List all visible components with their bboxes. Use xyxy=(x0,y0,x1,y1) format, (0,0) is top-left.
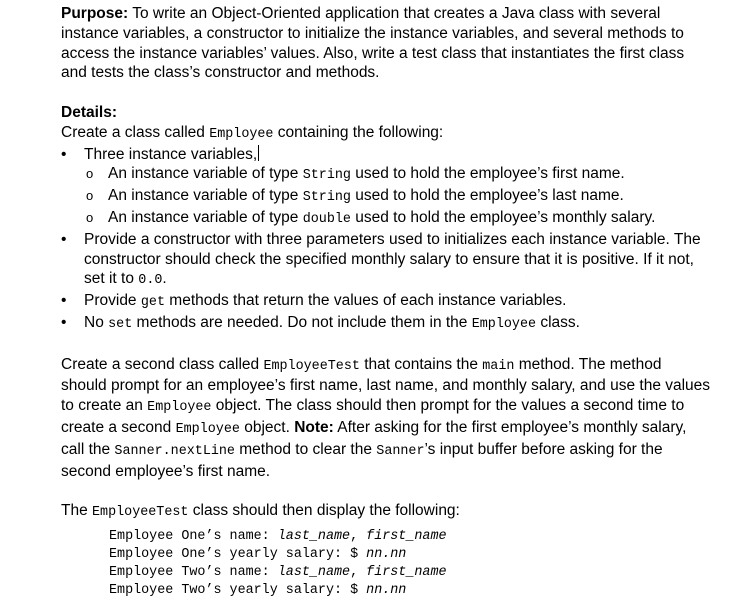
circle-bullet-icon: o xyxy=(86,188,94,204)
sub-list-item: o An instance variable of type String used to hold the employee’s first name. xyxy=(86,165,625,184)
purpose-paragraph xyxy=(61,4,711,83)
class-name-code: Employee xyxy=(209,126,274,142)
details-heading: Details: xyxy=(61,103,117,121)
output-line: Employee Two’s name: last_name, first_name xyxy=(109,564,447,580)
output-line: Employee Two’s yearly salary: $ nn.nn xyxy=(109,582,407,598)
note-label: Note: xyxy=(294,418,334,436)
bullet-icon: • xyxy=(61,292,67,310)
text-cursor xyxy=(258,145,259,161)
second-class-paragraph: Create a second class called EmployeeTest that contains the main method. The method should prompt for an employee’s first name, last name, and monthly salary, and use the values to create an Employee object. The class should then prompt for the values a second time to create a second Employee object. Note: After asking for the first employee’s monthly salary, call the Sanner.nextLine method to clear the Sanner’s input buffer before asking for the second employee’s first name. xyxy=(61,355,711,480)
sub-list-item: o An instance variable of type double used to hold the employee’s monthly salary. xyxy=(86,208,656,227)
list-item: • No set methods are needed. Do not include them in the Employee class. xyxy=(61,313,580,332)
list-item: • Three instance variables, xyxy=(61,145,258,163)
list-item: • Provide get methods that return the values of each instance variables. xyxy=(61,292,567,311)
bullet-icon: • xyxy=(61,230,67,248)
bullet-icon: • xyxy=(61,145,67,163)
bullet-icon: • xyxy=(61,313,67,331)
list-item: • Provide a constructor with three parameters used to initializes each instance variable. The constructor should check the specified monthly salary to ensure that it is positive. If it not, set it to 0.0. xyxy=(61,230,701,289)
sample-output xyxy=(61,528,711,600)
output-line: Employee One’s name: last_name, first_name xyxy=(109,528,447,544)
circle-bullet-icon: o xyxy=(86,166,94,182)
details-intro: Create a class called Employee containing the following: xyxy=(61,123,444,142)
output-line: Employee One’s yearly salary: $ nn.nn xyxy=(109,546,407,562)
purpose-label: Purpose: xyxy=(61,5,129,22)
purpose-text: To write an Object-Oriented application that creates a Java class with several instance variables, a constructor to initialize the instance variables, and several methods to access the instance variables’ values. Also, write a test class that instantiates the first class and tests the class’s constructor and methods. xyxy=(61,5,685,82)
assignment-document xyxy=(61,4,711,600)
display-intro: The EmployeeTest class should then display the following: xyxy=(61,502,460,521)
sub-list-item: o An instance variable of type String used to hold the employee’s last name. xyxy=(86,187,624,206)
circle-bullet-icon: o xyxy=(86,209,94,225)
